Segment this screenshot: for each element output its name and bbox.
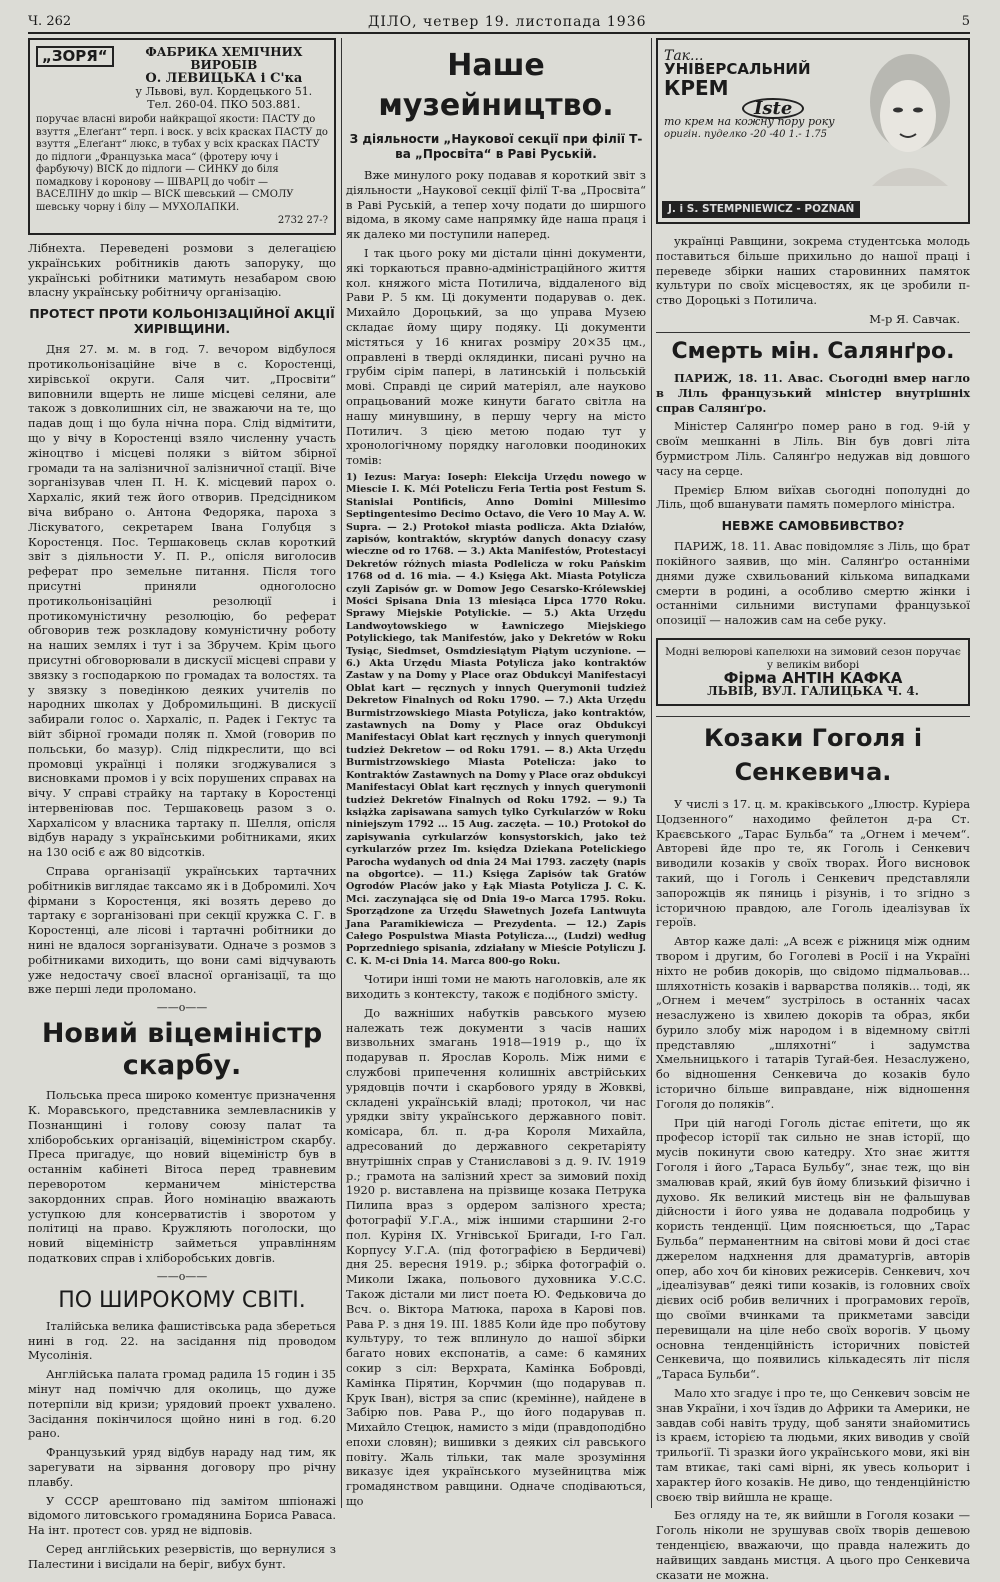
protest-headline: ПРОТЕСТ ПРОТИ КОЛЬОНІЗАЦІЙНОЇ АКЦІЇ ХИРІВЩИНИ. (29, 306, 335, 337)
museum-continued: українці Равщини, зокрема студентська молодь поставиться більше прихильно до нашої праці і переведе збірки наших старовинних памяток культури по своїх місцевостях, як це зробили п-ство Дороцькі з Потилича. (656, 234, 970, 308)
museum-paragraph: Чотири інші томи не мають наголовків, але як виходить з контексту, також є подібного змісту. (346, 972, 646, 1001)
suicide-paragraph: ПАРИЖ, 18. 11. Авас повідомляє з Ліль, що брат покійного заявив, що мін. Салянґро останніми днями дуже схвильований кількома випадками смерти в родині, а особливо смертю жінки і останніми сильними виступами французької опозиції — наложив сам на себе руку. (656, 539, 970, 628)
article-intro: Лібнехта. Переведені розмови з делегацією українських робітників дають запоруку, що українські робітники матимуть незабаром свою власну українську робітничу організацію. (28, 241, 336, 300)
hat-advertisement (656, 638, 970, 706)
ad-body: поручає власні вироби найкращої якости: ПАСТУ до взуття „Елеґант“ терп. і воск. у всіх красках ПАСТУ до взуття „Елеґант“ люкс, в тубах у всіх красках ПАСТУ до підлоги „Французька маса“ (фротеру ючу і фарбуючу) ВІСК до підлоги — СИНКУ до біля помадкову і коронову — ШВАРЦ до чобіт — ВАСЕЛІНУ до шкір — ВІСК шевський — СМОЛУ шевську чорну і білу — МУХОЛАПКИ. (36, 114, 328, 213)
world-item: У СССР арештовано під замітом шпіонажі відомого литовського громадянина Бориса Раваса. На інт. протест сов. уряд не відповів. (28, 1493, 337, 1538)
death-headline: Смерть мін. Салянґро. (671, 338, 955, 364)
protest-paragraph: Дня 27. м. м. в год. 7. вечором відбулося протикольонізаційне віче в с. Коростенці, хирівської округи. Саля чит. „Просвіти“ виповнили вщерть не лише місцеві селяни, але також з довколишних сіл, не зважаючи на те, що падав дощ і що була нічна пора. Слід відмітити, що у вічу в Коростенці взяло численну участь жіноцтво і місцеві поляки з війтом збірної громади та на залізничної залізничної стації. Віче зорганізував член П. Н. К. місцевий парох о. Хархаліс, який теж його отворив. Предсідником віча вибрано о. Антона Федоряка, пароха з Ліскуватого, секретарем Івана Голубця з Коростенця. Пос. Тершаковець склав короткий звіт з діяльности У. П. Р., опісля виголосив реферат про земельне питання. Після того присутні приняли одноголосно протикольонізаційні резолюції і протикомуністичну резолюцію, бо реферат обговорив теж розкладову комуністичну роботу на наших землях і тут і за Збручем. Крім цього присутні обговорювали в дискусії місцеві справи у звязку з господаркою по громадах та волостях. та у звязку з поведінкою деяких учителів по народних школах у Добромильщині. В дискусії забирали голос о. Хархаліс, п. Радек і Гектус та війт збірної громади поляк п. Хмой (говорив по польськи, бо мазур). Слід підкреслити, що всі промовці українці і поляки згоджувалися з висновками промов і у всіх порушених справах на вічу. У справі страйку на тартаку в Коростенці інтервеніював пос. Тершаковець разом з о. Хархалісом у власника тартаку п. Шелля, опісля відбув нараду з українськими робітниками, яких на 130 осіб є аж 80 відсотків. (28, 342, 336, 860)
hat-ad-line2: Фірма АНТІН КАФКА (723, 668, 903, 687)
vice-minister-paragraph: Польська преса широко коментує призначення К. Моравського, представника землевласників у Познанщині і голову союзу палат та хліборобських організацій, віцеміністром скарбу. Преса пригадує, що новий віцеміністр був в останнім кабінеті Вітоса перед травневим переворотом керманичем міністерства закордонних справ. Його номінацію вважають уступкою для консерватистів і зворотом у політиці на право. Кружляють поголоски, що новий віцеміністр займеться управлінням податкових справ і хліборобських довгів. (28, 1088, 336, 1266)
museum-paragraph: До важніших набутків равського музею належать теж документи з часів наших визвольних змагань 1918—1919 р., що їх подарував п. Ярослав Король. Між ними є службові припечення колишніх австрійських урядовців почти і скарбового уряду в Жовкві, складені українській владі; протокол, чи нас урядки звіту українського державного повіт. комісара, бл. п. д-ра Короля Михайла, адресований до державного секретаріяту внутрішніх справ у Станиславові з д. 9. IV. 1919 р.; грамота на залізний хрест за зимовий похід 1920 р. виставлена на прізвище козака Петрука Пилипа враз з ордером залізного хреста; фотографії У.Г.А., між іншими старшини 2-го пол. Куріня IX. Угнівської Бригади, І-го Гал. Корпусу У.Г.А. (під фотографією в Бердичеві) дня 25. вересня 1919. р.; збірка фотографій о. Миколи Іжака, польового духовника У.С.С. Також дістали ми лист поета Ю. Федьковича до Всч. о. Віктора Матюка, пароха в Карові пов. Рава Р. з дня 19. III. 1885 Коли йде про побутову культуру, то теж вплинуло до нашої збірки багато нових експонатів, а саме: 6 камяних сокир з сіл: Верхрата, Камінка Бобровді, Камінка Пірятин, Корчмин (що подарував п. Крук Іван), вістря за спис (кремінне), найдене в Забірю пов. Рава Р., що його подарував п. Михайло Стецюк, намисто з міди (правдоподібно епохи словян); вишивки з деяких сіл равського повіту. Жаль тільки, так мале зрозуміння виказує ідея українського музейництва між громадянством равщини. Одначе сподіваються, що (346, 1005, 646, 1509)
ad-maker: J. i S. STEMPNIEWICZ - POZNAŃ (662, 201, 860, 218)
divider: ——o—— (156, 1001, 208, 1015)
world-item: Італійська велика фашистівська рада збереться нині в год. 22. на засідання під проводом Мусолінія. (28, 1318, 336, 1363)
hat-ad-line1: Модні велюрові капелюхи на зимовий сезон поручає у великім виборі (665, 645, 961, 671)
ad-company: ФАБРИКА ХЕМІЧНИХ ВИРОБІВ (145, 45, 303, 72)
vice-minister-headline: Новий віцеміністр скарбу. (41, 1018, 323, 1082)
shoulders-shape (872, 168, 948, 186)
world-item: Серед англійських резервістів, що вернулися з Палестини і висідали на беріг, вибух бунт. (28, 1541, 336, 1571)
ad-line1: УНІВЕРСАЛЬНИЙ (664, 60, 811, 78)
world-item: Французький уряд відбув нараду над тим, як зарегувати на зірвання договору про річну плавбу. (28, 1445, 336, 1489)
page-number-right: 5 (961, 14, 970, 29)
ad-owner: О. ЛЕВИЦЬКА і С'ка (145, 71, 303, 86)
page-number: Ч. 262 (28, 14, 72, 29)
cossacks-paragraph: При цій нагоді Гоголь дістає епітети, що як професор історії так сильно не знав історії, що мусів покинути свою катедру. Хто знає життя Гоголя і його „Тараса Бульбу“, знає теж, що він змалював край, який був йому близький фізично і духово. Як великий мистець він не фальшував дійсности і його уява не додавала подробиць у користь тенденції. Цим пояснюється, що „Тарас Бульба“ перманентним на світові мови й досі стає джерелом надхнення для драматургів, авторів опер, або хоч би кінових режисерів. Сенкевич, хоч „ідеалізував“ деякі типи козаків, із головних своїх дієвих осіб робив величних і програмових героїв, що своїми вчинками та прикметами завсіди перевищали на ціле небо своїх ворогів. У цьому основна тенденційність історичних повістей Сенкевича, що появились кількадесять літ після „Тараса Бульби“. (656, 1115, 970, 1382)
divider: ——o—— (156, 1269, 208, 1283)
brand-logo: Iste (742, 98, 804, 119)
cossacks-paragraph: Автор каже далі: „А всеж є ріжниця між одним твором і другим, бо Гоголеві в Росії і на Україні ніхто не робив докорів, що свідомо підмальовав... шляхотність козаків і варварства поляків... тоді, як „Огнем і мечем“ зустрілось в останніх часах незаслужено із хвилею докорів та образ, якби бурило злобу між народом і в відемному світлі представляю „шляхотні“ і задумства Хмельницького і татарів Тугай-бея. Незаслужено, бо відношення Сенкевича до козаків було історично більше виправдане, ніж відношення Гоголя до поляків“. (656, 934, 970, 1111)
zorya-advertisement (28, 38, 336, 235)
eye-shape (913, 108, 923, 113)
masthead: ДІЛО, четвер 19. листопада 1936 (368, 14, 647, 30)
column-rule (651, 38, 652, 1508)
death-paragraph: Міністер Салянґро помер рано в год. 9-ій у своїм мешканні в Ліль. Він був довгі літа бурмистром Ліль. Салянґро недужав від довшого часу на серце. (656, 419, 970, 478)
ad-prices: оригін. пуделко -20 -40 1.- 1.75 (664, 129, 828, 140)
ad-tag: Так... (664, 48, 704, 64)
cossacks-paragraph: Мало хто згадує і про те, що Сенкевич зовсім не знав України, і хоч їздив до Африки та Америки, не завдав собі навіть труду, щоб заняти знайомитись із краєм, історією та людьми, яких виводив у своїй трильоґії. Ті зразки його українського мови, які він там втикає, такі самі вірні, як увесь кольорит і характер його козаків. Не диво, що тенденційністю своєю твір вийшла не краще. (656, 1386, 970, 1504)
column-left (28, 38, 337, 1571)
column-middle (346, 38, 646, 1513)
latin-document-list: 1) Iezus: Marya: Ioseph: Elekcija Urzędu nowego w Miescie I. K. Mći Poteliczu Feria Tertia post Festum S. Stanislai Pontificis, Anno Domini Millesimo Septingentesimo Decimo Octavo, die Vero 10 May A. W. Supra. — 2.) Protokoł miasta podlicza. Akta Działów, zapisów, kontraktów, skryptów danych donacyy czasy wieczne od ro 1768. — 3.) Akta Manifestów, Protestacyi Dekretów różnych miasta Podlelicza w roku Pańskim 1768 od d. 16 mia. — 4.) Księga Akt. Miasta Potylicza czyli Zapisów gr. w Domow Jego Cesarsko-Królewskiej Mości Spisana Dnia 13 miesiąca Lipca 1770 Roku. Sprawy Miejskie Potylickie. — 5.) Akta Urzędu Landwoytowskiego w Ławniczego Miejskiego Potylickiego, tak Manifestów, jako y Dekretów w Roku Tysiąc, Siedmset, Osmdziesiątym Piątym uczynione. — 6.) Akta Urzędu Miasta Potylicza jako kontraktów Zastaw y na Domy y Place oraz Obdukcyi Manifestacyi Oblat kart — ręcznych y innych Querymonii tudzież Dekretow Finalnych od Roku 1790. — 7.) Akta Urzędu Burmistrzowskiego Miasta Potylicza, jako kontraktów, zastawnych na Domy y Place oraz Obdukcyi Manifestacyi Oblat kart ręcznych y innych querymonji tudzież Dekretow — od Roku 1791. — 8.) Akta Urzędu Burmistrzowskiego Miasta Potelicza: jako to Kontraktów Zastawnych na Domy y Place oraz obdukcyi Manifestacyi Oblat kart ręcznych y innych querymonii tudzież Dekretów Finalnych od Roku 1792. — 9.) Ta książka zapisawana samych tylko Cyrkularzów w Roku niniejszym 1792 ... 15 Aug. zaczęta. — 10.) Protokoł do zapisywania cyrkularzów konsystorskich, jako też cyrkularzów przez Im. księdza Dziekana Potelickiego Parocha wydanych od dnia 24 Mai 1793. zaczęty (napis na obgortce). — 11.) Księga Zapisów tak Gratów Ogrodów Placów jako y Łąk Miasta Potylicza J. C. K. Mci. zaczynająca się od Dnia 19-o Marca 1795. Roku. Sporządzone za Urzędu Sławetnych Jozefa Lantwuyta Jana Paramikiewicza — Prezydenta. — 12.) Zapis Całego Pospulstwa Miasta Potylicza..., (Ludzi) według Poprzedniego spisania, zdziałany w Mieście Potyliczu J. C. K. M-ci Dnia 14. Marca 800-go Roku. (346, 471, 646, 967)
eye-shape (893, 108, 903, 113)
museum-paragraph: І так цього року ми дістали цінні документи, які торкаються правно-адміністраційного життя кол. княжого міста Потилича, віддаленого від Рави Р. 5 км. Ці документи подарував о. дек. Михайло Дороцький, за що управа Музею складає йому щиру подяку. Ці документи містяться у 16 книгах розміру 20×35 цм., оправлені в тверді оклядинки, писані ручно на грубім сірім папері, в латинській і польській мові. Справді це сирий матеріял, але науково опрацьований може кинути багато світла на нашу минувшину, в першу чергу на місто Потилич. З цією метою подаю тут у хронологічному порядку наголовки поодиноких томів: (346, 245, 646, 468)
ad-line2: КРЕМ (664, 76, 729, 100)
world-headline: ПО ШИРОКОМУ СВІТІ. (58, 1287, 306, 1313)
column-rule (341, 38, 342, 1508)
cossacks-headline: Козаки Гоголя і Сенкевича. (703, 723, 923, 786)
ad-address: у Львові, вул. Кордецького 51. (135, 85, 313, 98)
cossacks-paragraph: Без огляду на те, як вийшли в Гоголя козаки — Гоголь ніколи не зрушував своїх творів дешевою тенденцією, вважаючи, що правда належить до найвищих завдань мистця. А цього про Сенкевича сказати не можна. (656, 1508, 970, 1582)
cossacks-paragraph: У числі з 17. ц. м. краківського „Ілюстр. Куріера Цодзенного“ находимо фейлетон д-ра Ст. Краєвського „Тарас Бульба“ та „Огнем і мечем“. Автореві йде про те, як Гоголь і Сенкевич виводили козаків у своїх творах. Його висновок такий, що і Гоголь і Сенкевич представляли запорожців як пяниць і різунів, і то згідно з історичною правдою, але Гоголь ідеалізував їх героїв. (656, 796, 970, 930)
cream-advertisement (656, 38, 970, 224)
hat-ad-line3: ЛЬВІВ, ВУЛ. ГАЛИЦЬКА Ч. 4. (707, 683, 919, 698)
zorya-logo: „ЗОРЯ“ (36, 46, 114, 67)
column-right (656, 38, 970, 1582)
ad-phone: Тел. 260-04. ПКО 503.881. (147, 98, 301, 111)
world-item: Англійська палата громад радила 15 годин і 35 мінут над поміччю для околиць, що дуже потерпіли від кризи; урядовий проект ухвалено. Засідання покінчилося щойно нині в год. 6.20 рано. (28, 1367, 336, 1441)
museum-headline: Наше музейництво. (378, 48, 614, 123)
suicide-headline: НЕВЖЕ САМОВБИВСТВО? (721, 518, 905, 534)
museum-paragraph: Вже минулого року подавав я короткий звіт з діяльности „Наукової секції філії Т-ва „Просвіта“ в Раві Руській, а тепер хочу подати до ширшого відома, в якому саме напрямку йде наша праця і як далеко ми поступили наперед. (346, 168, 646, 242)
ad-ref: 2732 27-? (277, 215, 328, 226)
ad-slogan: то крем на кожну пору року (664, 115, 835, 128)
death-paragraph: Премієр Блюм виїхав сьогодні пополудні до Ліль, щоб вшанувати память померлого міністра. (656, 482, 970, 512)
author-signature: М-р Я. Савчак. (869, 311, 960, 326)
page-header (28, 6, 970, 34)
museum-subtitle: З діяльности „Наукової секції при філії Т-ва „Просвіта“ в Раві Руській. (349, 132, 643, 161)
woman-portrait-image (852, 46, 962, 186)
face-shape (880, 80, 936, 152)
protest-paragraph: Справа організації українських тартачних робітників виглядає таксамо як і в Добромилі. Хоч фірмани з Коростенця, які возять дерево до тартаку є зорганізовані при секції кружка С. Г. в Коростенці, але лісові і тартачні робітники до нині не вдалося зорганізувати. Одначе з розмов з робітниками виходить, що вони самі відчувають уже недостачу своєї власної організації, та що вже перші леди проломано. (28, 864, 336, 997)
death-lead: ПАРИЖ, 18. 11. Авас. Сьогодні вмер нагло в Ліль французький міністер внутрішніх справ Салянґро. (656, 370, 970, 415)
